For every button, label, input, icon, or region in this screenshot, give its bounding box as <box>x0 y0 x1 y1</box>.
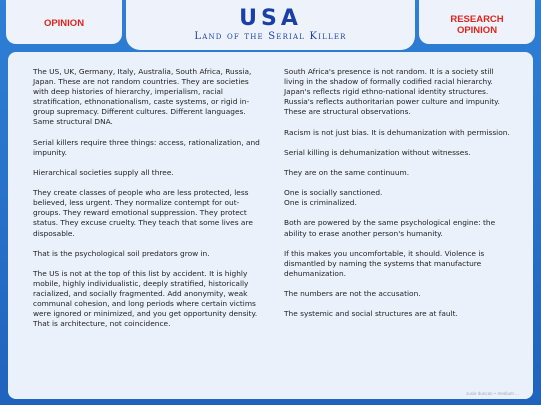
page-title: USA <box>239 6 302 31</box>
opinion-label: OPINION <box>43 18 85 29</box>
right-column <box>284 67 510 329</box>
paragraph: They create classes of people who are less protected, less believed, less urgent. They normalize contempt for out-groups. They reward emotional suppression. They protect status. They excuse cruelty. They teach that some lives are disposable. <box>33 188 253 238</box>
paragraph: The numbers are not the accusation. <box>284 289 421 299</box>
paragraph: South Africa's presence is not random. It is a society still living in the shadow of formally codified racial hierarchy. Japan's reflects rigid ethno-national identity structures. Russia's reflects authoritarian power culture and impunity. These are structural observations. <box>284 67 500 117</box>
page-subtitle: Land of the Serial Killer <box>194 31 347 42</box>
paragraph: That is the psychological soil predators grow in. <box>33 248 210 258</box>
paragraph: Serial killing is dehumanization without witnesses. <box>284 147 471 157</box>
paragraph: Both are powered by the same psychological engine: the ability to erase another person's humanity. <box>284 218 496 238</box>
paragraph: If this makes you uncomfortable, it should. Violence is dismantled by naming the systems that manufacture dehumanization. <box>284 248 485 278</box>
title-tab <box>126 0 415 50</box>
left-column <box>33 67 265 340</box>
research-opinion-tab <box>419 0 535 44</box>
paragraph: Hierarchical societies supply all three. <box>33 167 174 177</box>
paragraph: The US is not at the top of this list by accident. It is highly mobile, highly individualistic, deeply stratified, historically racialized, and socially fragmented. Add anonymity, weak communal cohesion, and long periods where certain victims were ignored or minimized, and you get opportunity density. That is architecture, not coincidence. <box>33 268 258 329</box>
opinion-tab <box>6 0 122 44</box>
paragraph: One is socially sanctioned. One is criminalized. <box>284 188 383 208</box>
paragraph: They are on the same continuum. <box>284 167 410 177</box>
paragraph: Racism is not just bias. It is dehumanization with permission. <box>284 127 510 137</box>
paragraph: The US, UK, Germany, Italy, Australia, South Africa, Russia, Japan. These are not random countries. They are societies with deep histories of hierarchy, imperialism, racial stratification, ethnonationalism, caste systems, or rigid in-group supremacy. Different cultures. Different languages. Same structural DNA. <box>33 67 252 127</box>
research-opinion-label: RESEARCH OPINION <box>450 14 504 36</box>
content-panel <box>8 52 533 399</box>
footer-credit: susie duncan • medium ... <box>466 391 519 396</box>
paragraph: The systemic and social structures are at fault. <box>284 309 458 319</box>
paragraph: Serial killers require three things: access, rationalization, and impunity. <box>33 137 260 157</box>
